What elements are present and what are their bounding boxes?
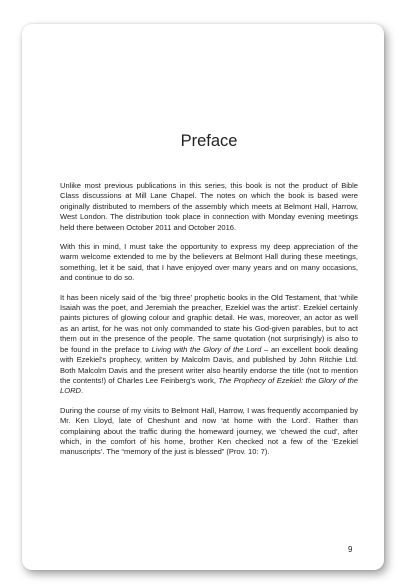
page-number: 9 <box>348 545 353 554</box>
paragraph-origin: Unlike most previous publications in this series, this book is not the product of Bible Class discussions at Mill Lane Chapel. The notes on which the book is based were originally distributed to members of the assembly which meets at Belmont Hall, Harrow, West London. The distribution took place in connection with Monday evening meetings held there between October 2011 and October 2016. <box>60 181 358 232</box>
book-title-living-with-glory: Living with the Glory of the Lord <box>151 344 262 354</box>
paragraph-ken-lloyd: During the course of my visits to Belmont Hall, Harrow, I was frequently accompanied by Mr. Ken Lloyd, late of Cheshunt and now ‘at home with the Lord’. Rather than complaining about the traffic during the homeward journey, we ‘chewed the cud’, after which, in the comfort of his home, brother Ken checked not a few of the ‘Ezekiel manuscripts’. The “memory of the just is blessed” (Prov. 10: 7). <box>60 405 358 457</box>
page-content <box>60 131 358 467</box>
paragraph-text: . <box>80 386 84 396</box>
paragraph-text: It has been nicely said of the ‘big three’ prophetic books in the Old Testament, that ‘while Isaiah was the poet, and Jeremiah the preacher, Ezekiel was the artist’. Ezekiel certainly paints pictures of glowing colour and graphic detail. He was, moreover, an actor as well as an artist, for he was not only commanded to state his God-given parables, but to act them out in the presence of the people. The same quotation (not surprisingly) is also to be found in the preface to <box>60 292 358 354</box>
book-title-prophecy-of-ezekiel: The Prophecy of Ezekiel: the Glory of the LORD <box>60 375 358 396</box>
paragraph-text: – an excellent book dealing with Ezekiel’s prophecy, written by Malcolm Davis, and published by John Ritchie Ltd. Both Malcolm Davis and the present writer also heartily endorse the title (not to mention the contents!) of Charles Lee Feinberg’s work, <box>60 344 358 385</box>
paragraph-appreciation: With this in mind, I must take the opportunity to express my deep appreciation of the warm welcome extended to me by the believers at Belmont Hall during these meetings, something, let it be said, that I have enjoyed over many years and on many occasions, and continue to do so. <box>60 242 358 283</box>
page-title: Preface <box>180 132 238 150</box>
paragraph-big-three <box>60 293 358 397</box>
